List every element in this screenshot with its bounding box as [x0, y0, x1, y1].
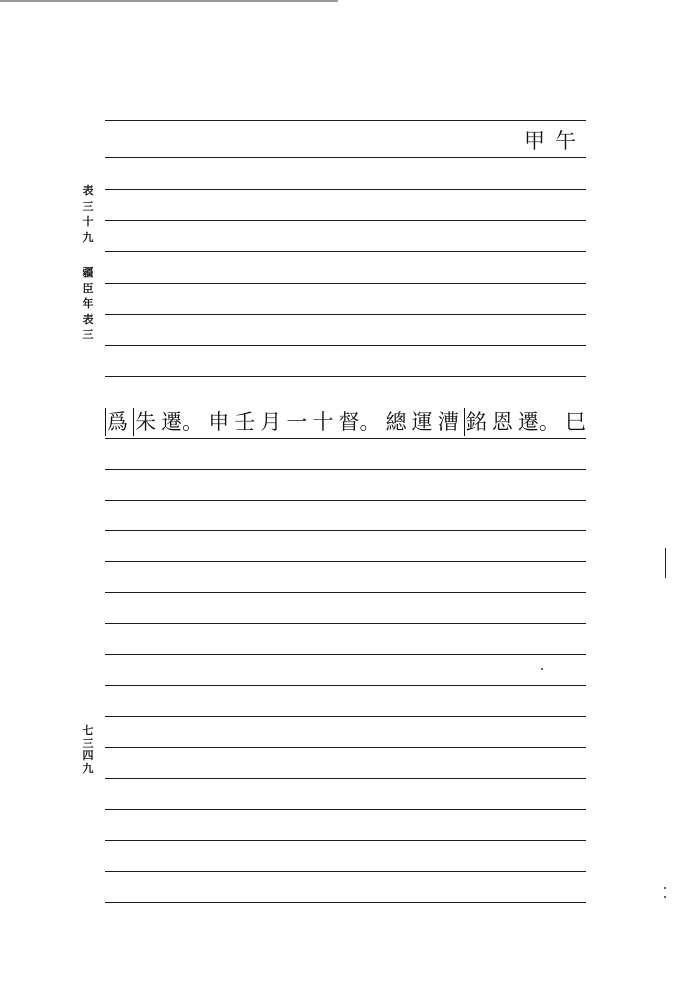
entry-char: 月 [260, 410, 282, 434]
rule-line [105, 469, 586, 470]
side-title-gap [80, 245, 96, 265]
page-number [80, 725, 96, 775]
rule-line [105, 840, 586, 841]
rule-line [105, 778, 586, 779]
entry-char: 銘 [465, 410, 487, 434]
entry-char: 壬 [234, 410, 256, 434]
rule-line [105, 251, 586, 252]
rule-line [105, 561, 586, 562]
rule-line [105, 623, 586, 624]
entry-char: 巳 [564, 410, 586, 434]
side-title-char: 疆 [82, 266, 94, 279]
side-title-char: 表 [82, 184, 94, 197]
page-number-char: 三 [82, 736, 94, 750]
rule-line [105, 157, 586, 158]
side-title-char: 三 [82, 199, 94, 213]
rule-line [105, 376, 586, 377]
year-heading: 甲午 [524, 129, 586, 153]
top-edge-bar [0, 0, 338, 2]
speck [541, 668, 543, 670]
rule-line [105, 220, 586, 221]
entry-row [105, 408, 586, 436]
entry-char: 恩 [491, 410, 513, 434]
side-title-char: 年 [82, 297, 94, 310]
margin-dot-lower [664, 896, 666, 898]
entry-char: 朱 [135, 410, 157, 434]
page-number-char: 四 [82, 749, 94, 762]
rule-line [105, 716, 586, 717]
side-title-char: 十 [82, 215, 94, 228]
side-title-char: 表 [82, 312, 94, 326]
margin-dot-upper [664, 887, 666, 889]
entry-char: 十 [312, 410, 334, 434]
page-number-char: 九 [82, 761, 94, 775]
rule-line [105, 120, 586, 121]
rule-line [105, 654, 586, 655]
rule-line [105, 530, 586, 531]
entry-char: 督。 [338, 410, 381, 434]
entry-char: 申 [208, 410, 230, 434]
entry-char: 運 [411, 410, 433, 434]
rule-line [105, 747, 586, 748]
side-title-char: 臣 [82, 281, 94, 295]
rule-line [105, 438, 586, 439]
side-title-char: 三 [82, 328, 94, 341]
rule-line [105, 592, 586, 593]
side-title-char: 九 [82, 230, 94, 244]
rule-line [105, 809, 586, 810]
entry-char: 爲 [107, 410, 128, 434]
entry-char: 總 [385, 410, 407, 434]
rule-line [105, 871, 586, 872]
rule-line [105, 500, 586, 501]
entry-char: 遷。 [517, 410, 560, 434]
entry-char: 一 [286, 410, 308, 434]
margin-mark [665, 548, 666, 578]
entry-char: 漕 [437, 410, 459, 434]
rule-line [105, 283, 586, 284]
rule-line [105, 189, 586, 190]
rule-line [105, 314, 586, 315]
rule-line [105, 902, 586, 903]
entry-char: 遷。 [161, 410, 204, 434]
page-number-char: 七 [82, 724, 94, 737]
rule-line [105, 685, 586, 686]
rule-line [105, 345, 586, 346]
side-title [80, 183, 96, 343]
